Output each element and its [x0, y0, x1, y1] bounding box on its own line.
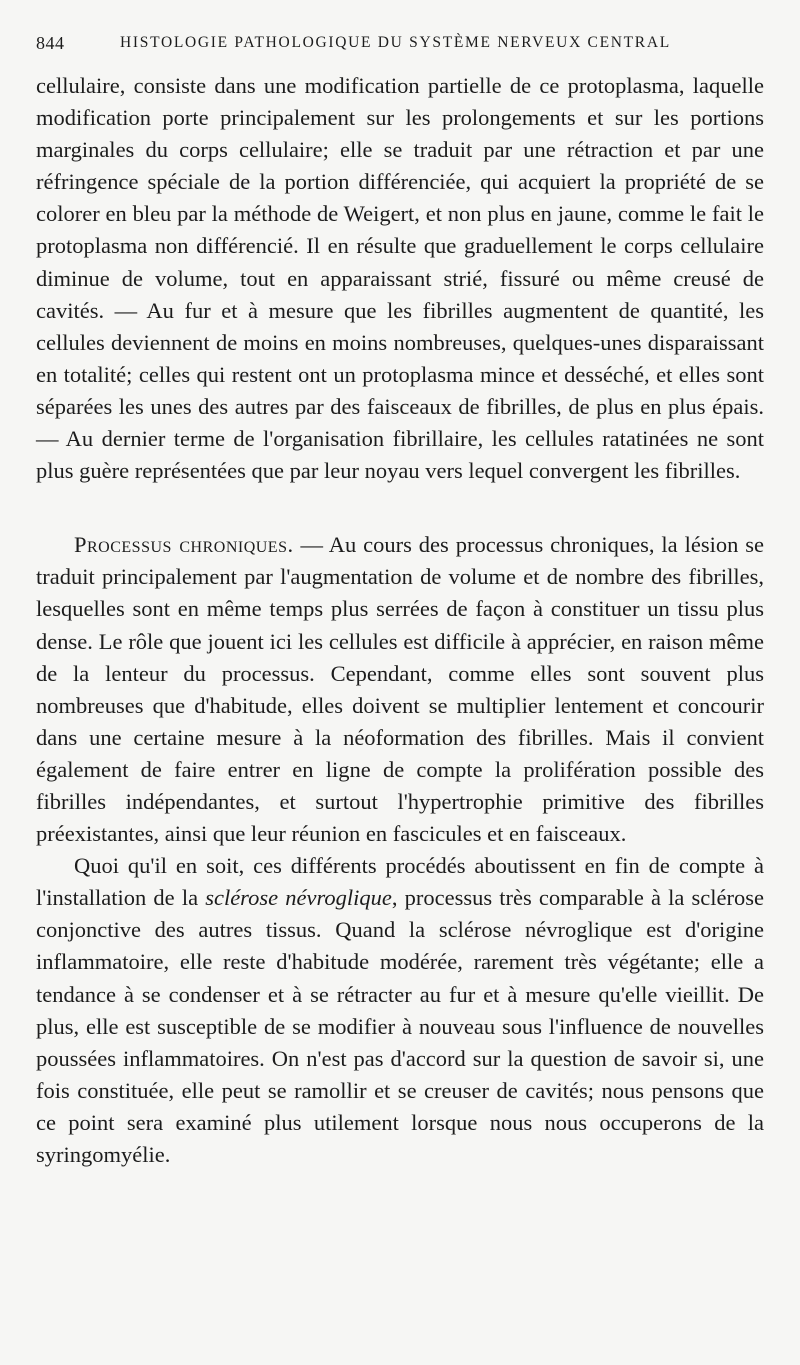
paragraph-text-before: Quoi qu'il en soit, ces différents procédés aboutissent en fin de compte à l'installation de la [36, 853, 764, 911]
page-number: 844 [36, 33, 65, 53]
running-head [36, 33, 764, 57]
emphasized-term: sclérose névroglique [205, 885, 392, 911]
paragraph-text: — Au cours des processus chroniques, la lésion se traduit principalement par l'augmentation de volume et de nombre des fibrilles, lesquelles sont en même temps plus serrées de façon à constituer un tissu plus dense. Le rôle que jouent ici les cellules est difficile à apprécier, en raison même de la lenteur du processus. Cependant, comme elles sont souvent plus nombreuses que d'habitude, elles doivent se multiplier lentement et concourir dans une certaine mesure à la néoformation des fibrilles. Mais il convient également de faire entrer en ligne de compte la prolifération possible des fibrilles indépendantes, et surtout l'hypertrophie primitive des fibrilles préexistantes, ainsi que leur réunion en fascicules et en faisceaux. [36, 532, 764, 847]
paragraph-continuation: cellulaire, consiste dans une modification partielle de ce protoplasma, laquelle modification porte principalement sur les prolongements et sur les portions marginales du corps cellulaire; elle se traduit par une rétraction et par une réfringence spéciale de la portion différenciée, qui acquiert la propriété de se colorer en bleu par la méthode de Weigert, et non plus en jaune, comme le fait le protoplasma non différencié. Il en résulte que graduellement le corps cellulaire diminue de volume, tout en apparaissant strié, fissuré ou même creusé de cavités. — Au fur et à mesure que les fibrilles augmentent de quantité, les cellules deviennent de moins en moins nombreuses, quelques-unes disparaissant en totalité; celles qui restent ont un protoplasma mince et desséché, et elles sont séparées les unes des autres par des faisceaux de fibrilles, de plus en plus épais. — Au dernier terme de l'organisation fibrillaire, les cellules ratatinées ne sont plus guère représentées que par leur noyau vers lequel convergent les fibrilles. [36, 73, 764, 484]
running-title: HISTOLOGIE PATHOLOGIQUE DU SYSTÈME NERVEUX CENTRAL [120, 34, 671, 51]
paragraph-text-after: , processus très comparable à la sclérose conjonctive des autres tissus. Quand la sclérose névroglique est d'origine inflammatoire, elle reste d'habitude modérée, rarement très végétante; elle a tendance à se condenser et à se rétracter au fur et à mesure qu'elle vieillit. De plus, elle est susceptible de se modifier à nouveau sous l'influence de nouvelles poussées inflammatoires. On n'est pas d'accord sur la question de savoir si, une fois constituée, elle peut se ramollir et se creuser de cavités; nous pensons que ce point sera examiné plus utilement lorsque nous nous occuperons de la syringomyélie. [36, 885, 764, 1167]
section-heading: Processus chroniques. [74, 532, 294, 558]
body-text [36, 70, 764, 1171]
paragraph-neuroglial-sclerosis [36, 850, 764, 1171]
paragraph-chronic-processes [36, 529, 764, 850]
